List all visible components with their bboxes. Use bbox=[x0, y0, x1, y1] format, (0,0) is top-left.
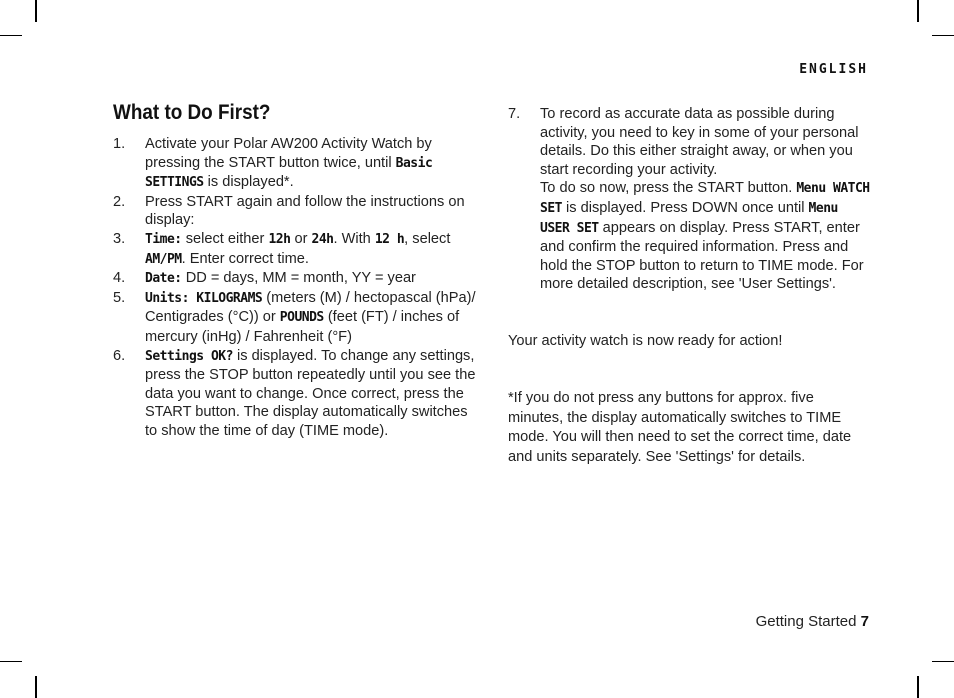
left-column bbox=[113, 101, 478, 441]
step-text: select either bbox=[181, 230, 269, 247]
display-text: Time: bbox=[145, 231, 182, 247]
step-number: 7. bbox=[508, 106, 521, 122]
steps-list bbox=[113, 135, 478, 441]
step-text: Activate your Polar AW200 Activity Watch by pressing the START button twice, until bbox=[145, 136, 432, 171]
display-text: AM/PM bbox=[145, 251, 182, 267]
step-text: To record as accurate data as possible during activity, you need to key in some of your personal details. Do this either straight away, or when you start recording your activity. bbox=[540, 106, 859, 178]
list-item bbox=[113, 289, 478, 347]
language-label: ENGLISH bbox=[799, 62, 868, 77]
step-number: 6. bbox=[113, 347, 126, 364]
crop-mark bbox=[917, 0, 919, 22]
step-text: or bbox=[290, 230, 312, 247]
step-text: is displayed. To change any settings, press the STOP button repeatedly until you see the data you want to change. Once correct, press the START button. The display automatically switches to show the time of day (TIME mode). bbox=[145, 347, 476, 439]
step-text: is displayed. Press DOWN once until bbox=[561, 199, 809, 216]
list-item bbox=[113, 230, 478, 269]
display-text: 24h bbox=[311, 231, 334, 247]
step-text: . Enter correct time. bbox=[181, 250, 309, 267]
step-number: 1. bbox=[113, 136, 126, 152]
step-text: Press START again and follow the instructions on display: bbox=[145, 193, 465, 229]
crop-mark bbox=[932, 35, 954, 36]
display-text: Menu USER SET bbox=[540, 200, 838, 236]
page-footer bbox=[756, 613, 869, 630]
crop-mark bbox=[0, 35, 22, 36]
page-number: 7 bbox=[860, 613, 869, 630]
crop-mark bbox=[932, 661, 954, 662]
ready-message: Your activity watch is now ready for action! bbox=[508, 332, 783, 349]
step-text: is displayed*. bbox=[203, 174, 294, 191]
crop-mark bbox=[35, 676, 37, 698]
list-item bbox=[113, 135, 478, 193]
section-title: What to Do First? bbox=[113, 101, 271, 124]
list-item bbox=[508, 105, 870, 294]
step-number: 5. bbox=[113, 289, 126, 306]
display-text: Settings OK? bbox=[145, 348, 233, 364]
footnote: *If you do not press any buttons for approx. five minutes, the display automatically switches to TIME mode. You will then need to set the correct time, date and units separately. See 'Settings' for details. bbox=[508, 390, 852, 465]
display-text: Menu WATCH SET bbox=[540, 181, 870, 216]
display-text: Basic SETTINGS bbox=[145, 155, 433, 191]
display-text: POUNDS bbox=[279, 310, 324, 326]
section-name: Getting Started bbox=[755, 613, 857, 630]
list-item bbox=[113, 347, 478, 441]
display-text: Units: KILOGRAMS bbox=[145, 290, 263, 306]
display-text: 12h bbox=[268, 231, 291, 247]
right-column bbox=[508, 105, 870, 467]
step-number: 4. bbox=[113, 270, 126, 287]
display-text: Date: bbox=[145, 271, 182, 287]
list-item bbox=[113, 193, 478, 230]
step-text: , select bbox=[404, 230, 451, 247]
steps-list-continued bbox=[508, 105, 870, 294]
step-text: appears on display. Press START, enter and confirm the required information. Press and hold the STOP button to return to TIME mode. For more detailed description, see 'User Settings'. bbox=[540, 219, 864, 293]
step-number: 3. bbox=[113, 230, 126, 247]
list-item bbox=[113, 269, 478, 289]
crop-mark bbox=[917, 676, 919, 698]
step-number: 2. bbox=[113, 193, 126, 210]
step-text: . With bbox=[333, 230, 375, 247]
crop-mark bbox=[35, 0, 37, 22]
step-text: (feet (FT) / inches of mercury (inHg) / Fahrenheit (°F) bbox=[145, 309, 460, 345]
step-text: (meters (M) / hectopascal (hPa)/ Centigrades (°C)) or bbox=[145, 289, 476, 326]
crop-mark bbox=[0, 661, 22, 662]
step-text: DD = days, MM = month, YY = year bbox=[181, 270, 416, 287]
step-text: To do so now, press the START button. bbox=[540, 180, 797, 197]
display-text: 12 h bbox=[374, 231, 405, 247]
